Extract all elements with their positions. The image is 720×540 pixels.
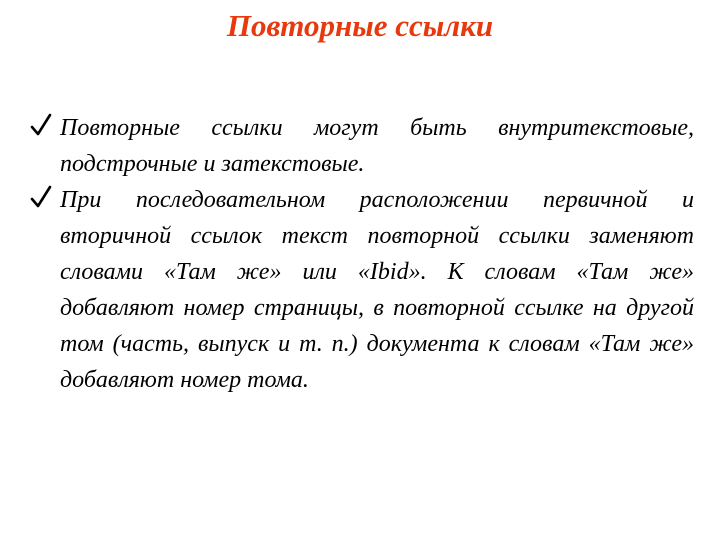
- bullet-text: При последовательном расположении первичной и вторичной ссылок текст повторной ссылки заменяют словами «Там же» или «Ibid». К словам «Там же» добавляют номер страницы, в повторной ссылке на другой том (часть, выпуск и т. п.) документа к словам «Там же» добавляют номер тома.: [60, 187, 694, 393]
- checkmark-icon: [30, 112, 54, 140]
- bullet-item: [30, 110, 694, 182]
- checkmark-icon: [30, 184, 54, 212]
- bullet-text: Повторные ссылки могут быть внутритекстовые, подстрочные и затекстовые.: [60, 115, 694, 177]
- bullet-item: [30, 182, 694, 398]
- slide-title: Повторные ссылки: [226, 8, 494, 43]
- bullet-list: [30, 110, 694, 398]
